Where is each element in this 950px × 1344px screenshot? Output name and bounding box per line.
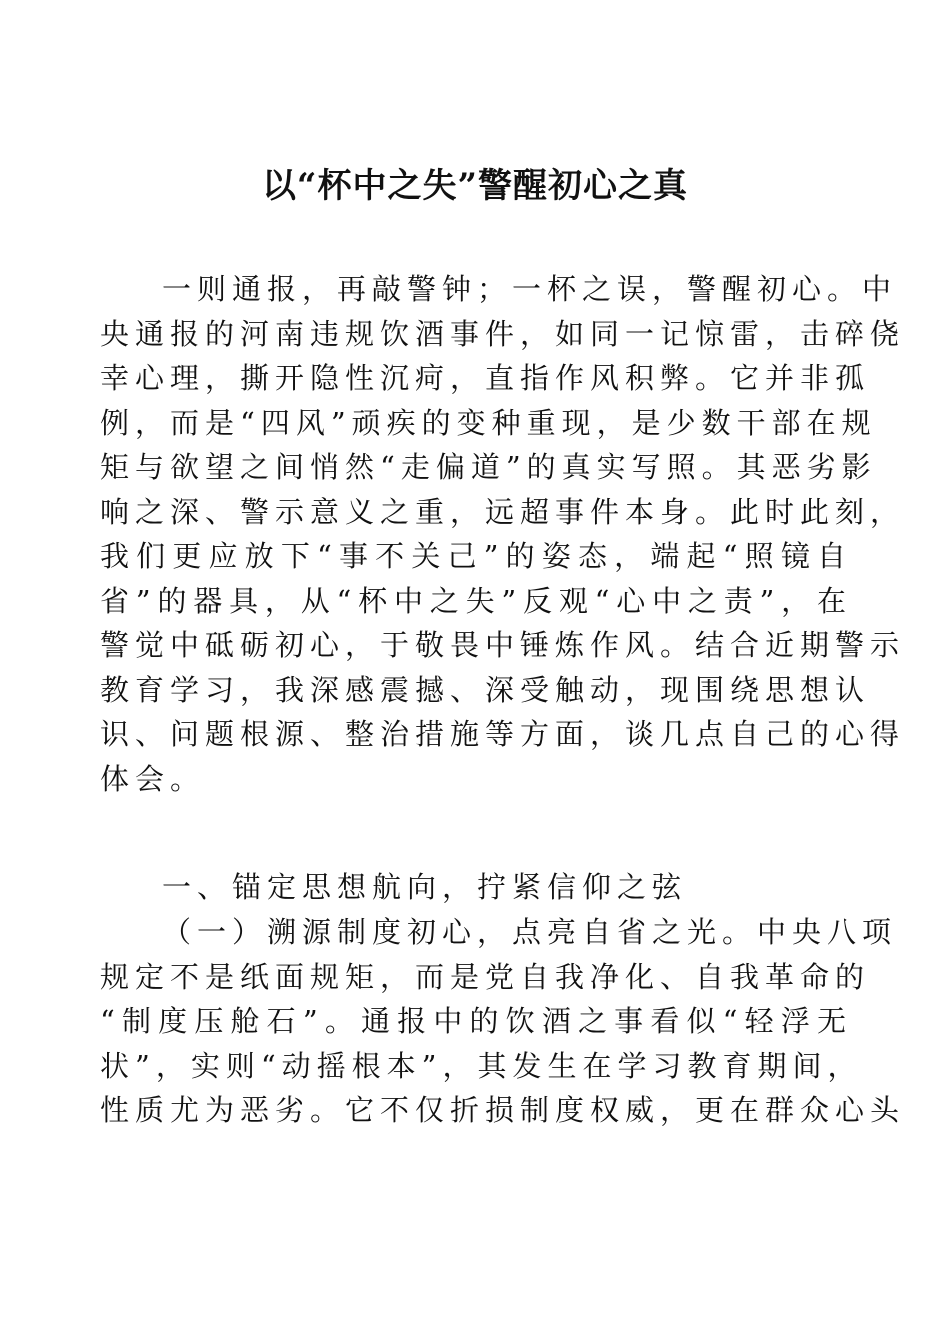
paragraph-line: 央通报的河南违规饮酒事件，如同一记惊雷，击碎侥 xyxy=(100,316,906,351)
paragraph-line: 响之深、警示意义之重，远超事件本身。此时此刻， xyxy=(100,494,906,529)
paragraph-line: 幸心理，撕开隐性沉疴，直指作风积弊。它并非孤 xyxy=(100,361,871,395)
paragraph-line: 矩与欲望之间悄然“走偏道”的真实写照。其恶劣影 xyxy=(100,450,877,484)
paragraph-line: 识、问题根源、整治措施等方面，谈几点自己的心得 xyxy=(100,717,906,751)
paragraph-line: 一则通报，再敲警钟；一杯之误，警醒初心。中 xyxy=(162,272,898,306)
section-heading xyxy=(100,865,852,910)
paragraph-line: （一）溯源制度初心，点亮自省之光。中央八项 xyxy=(162,915,898,949)
paragraph-line: 规定不是纸面规矩，而是党自我净化、自我革命的 xyxy=(100,959,871,994)
paragraph-line: 警觉中砥砺初心，于敬畏中锤炼作风。结合近期警示 xyxy=(100,628,906,662)
paragraph-line: 我们更应放下“事不关己”的姿态，端起“照镜自 xyxy=(100,539,852,573)
paragraph-line: 性质尤为恶劣。它不仅折损制度权威，更在群众心头 xyxy=(100,1093,906,1127)
paragraph-line: 状”，实则“动摇根本”，其发生在学习教育期间， xyxy=(100,1048,863,1083)
document-title: 以“杯中之失”警醒初心之真 xyxy=(261,166,689,206)
paragraph-section-1 xyxy=(100,910,906,1133)
paragraph-intro xyxy=(100,267,906,801)
paragraph-line: 体会。 xyxy=(100,761,206,796)
paragraph-line: 省”的器具，从“杯中之失”反观“心中之责”，在 xyxy=(100,583,852,618)
paragraph-line: 教育学习，我深感震撼、深受触动，现围绕思想认 xyxy=(100,672,871,707)
paragraph-line: “制度压舱石”。通报中的饮酒之事看似“轻浮无 xyxy=(100,1004,852,1038)
section-heading-text: 一、锚定思想航向，拧紧信仰之弦 xyxy=(162,870,688,904)
paragraph-line: 例，而是“四风”顽疾的变种重现，是少数干部在规 xyxy=(100,405,877,440)
